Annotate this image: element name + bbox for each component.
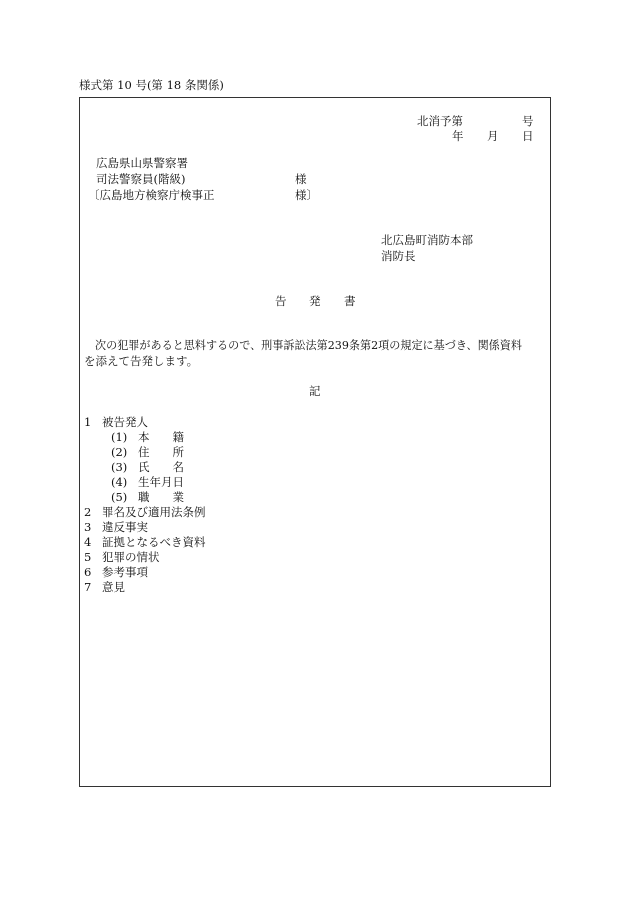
title-char-1: 告 (275, 294, 287, 308)
sender-org: 北広島町消防本部 (381, 233, 473, 247)
date-day: 日 (522, 129, 534, 143)
ki-heading: 記 (309, 384, 321, 398)
item-number: 4 (84, 535, 92, 549)
item-number: 1 (84, 415, 92, 429)
subitem-label: 氏 名 (138, 460, 184, 474)
subitem-number: (1) (111, 430, 128, 444)
item-number: 7 (84, 580, 92, 594)
doc-number-prefix: 北消予第 (417, 114, 463, 128)
addressee-station: 広島県山県警察署 (96, 156, 188, 170)
item-number: 5 (84, 550, 92, 564)
item-label: 罪名及び適用法条例 (102, 505, 206, 519)
item-number: 3 (84, 520, 92, 534)
item-number: 6 (84, 565, 92, 579)
doc-number-suffix: 号 (522, 114, 534, 128)
item-number: 2 (84, 505, 92, 519)
subitem-label: 本 籍 (138, 430, 184, 444)
date-year: 年 (452, 129, 464, 143)
item-label: 参考事項 (102, 565, 148, 579)
item-label: 犯罪の情状 (102, 550, 160, 564)
sender-title: 消防長 (381, 249, 416, 263)
title-char-2: 発 (309, 294, 321, 308)
item-label: 証拠となるべき資料 (102, 535, 206, 549)
subitem-number: (3) (111, 460, 128, 474)
form-header: 様式第 10 号(第 18 条関係) (79, 78, 224, 92)
item-label: 違反事実 (102, 520, 148, 534)
subitem-label: 職 業 (138, 490, 184, 504)
subitem-label: 生年月日 (138, 475, 184, 489)
subitem-label: 住 所 (138, 445, 184, 459)
body-line-2: を添えて告発します。 (84, 354, 199, 368)
body-line-1: 次の犯罪があると思料するので、刑事訴訟法第239条第2項の規定に基づき、関係資料 (95, 339, 522, 352)
subitem-number: (5) (111, 490, 128, 504)
addressee-officer: 司法警察員(階級) (96, 172, 186, 186)
title-char-3: 書 (344, 294, 356, 308)
subitem-number: (4) (111, 475, 128, 489)
item-label: 被告発人 (102, 415, 148, 429)
addressee-officer-honorific: 様 (295, 172, 307, 186)
addressee-prosecutor: 〔広島地方検察庁検事正 (88, 188, 215, 202)
item-label: 意見 (102, 580, 125, 594)
date-month: 月 (487, 129, 499, 143)
addressee-prosecutor-honorific: 様〕 (295, 188, 318, 202)
subitem-number: (2) (111, 445, 128, 459)
